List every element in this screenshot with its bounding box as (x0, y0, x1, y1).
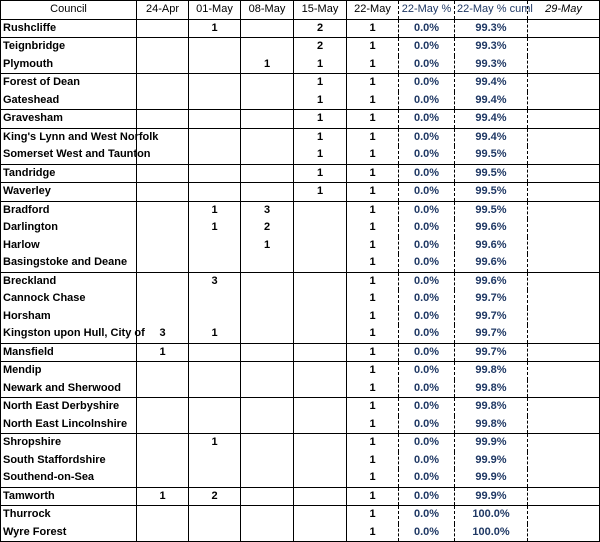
may01-cell[interactable] (189, 110, 241, 129)
may08-cell[interactable] (241, 362, 294, 380)
may22-cell[interactable]: 1 (347, 183, 399, 202)
pct-cell[interactable]: 0.0% (399, 201, 455, 219)
cuml-cell[interactable]: 99.8% (455, 362, 528, 380)
council-cell[interactable]: Thurrock (1, 506, 137, 524)
apr24-cell[interactable] (137, 524, 189, 542)
table-row (1, 56, 600, 74)
may15-cell[interactable] (294, 290, 347, 308)
may22-cell[interactable]: 1 (347, 128, 399, 146)
apr24-cell[interactable] (137, 290, 189, 308)
pct-cell[interactable]: 0.0% (399, 343, 455, 362)
may22-cell[interactable]: 1 (347, 146, 399, 164)
may29-cell[interactable] (528, 290, 600, 308)
may22-cell[interactable]: 1 (347, 469, 399, 487)
may15-cell[interactable]: 1 (294, 56, 347, 74)
may01-cell[interactable] (189, 38, 241, 56)
cuml-cell[interactable]: 99.7% (455, 343, 528, 362)
may29-cell[interactable] (528, 38, 600, 56)
may08-cell[interactable] (241, 416, 294, 434)
cuml-cell[interactable]: 99.3% (455, 56, 528, 74)
cuml-cell[interactable]: 99.4% (455, 92, 528, 110)
may15-cell[interactable]: 1 (294, 74, 347, 92)
header-22-may[interactable]: 22-May (347, 1, 399, 20)
may29-cell[interactable] (528, 398, 600, 416)
table-row (1, 237, 600, 255)
cuml-cell[interactable]: 99.6% (455, 219, 528, 237)
apr24-cell[interactable] (137, 272, 189, 290)
table-row (1, 146, 600, 164)
may29-cell[interactable] (528, 469, 600, 487)
table-row (1, 487, 600, 506)
cuml-cell[interactable]: 99.6% (455, 237, 528, 255)
may08-cell[interactable] (241, 398, 294, 416)
table-row (1, 325, 600, 343)
may29-cell[interactable] (528, 362, 600, 380)
cuml-cell[interactable]: 99.9% (455, 469, 528, 487)
apr24-cell[interactable] (137, 19, 189, 38)
cuml-cell[interactable]: 99.6% (455, 254, 528, 272)
may15-cell[interactable]: 1 (294, 146, 347, 164)
may22-cell[interactable]: 1 (347, 290, 399, 308)
pct-cell[interactable]: 0.0% (399, 110, 455, 129)
may29-cell[interactable] (528, 237, 600, 255)
council-cell[interactable]: Plymouth (1, 56, 137, 74)
table-row (1, 380, 600, 398)
cuml-cell[interactable]: 99.4% (455, 74, 528, 92)
pct-cell[interactable]: 0.0% (399, 506, 455, 524)
may15-cell[interactable]: 2 (294, 38, 347, 56)
cuml-cell[interactable]: 99.5% (455, 201, 528, 219)
may15-cell[interactable]: 2 (294, 19, 347, 38)
may15-cell[interactable] (294, 398, 347, 416)
pct-cell[interactable]: 0.0% (399, 38, 455, 56)
cuml-cell[interactable]: 99.5% (455, 146, 528, 164)
may08-cell[interactable] (241, 254, 294, 272)
pct-cell[interactable]: 0.0% (399, 128, 455, 146)
apr24-cell[interactable] (137, 110, 189, 129)
may22-cell[interactable]: 1 (347, 92, 399, 110)
council-cell[interactable]: Wyre Forest (1, 524, 137, 542)
may08-cell[interactable] (241, 110, 294, 129)
may22-cell[interactable]: 1 (347, 398, 399, 416)
cuml-cell[interactable]: 100.0% (455, 524, 528, 542)
table-row (1, 219, 600, 237)
may08-cell[interactable] (241, 92, 294, 110)
table-row (1, 38, 600, 56)
apr24-cell[interactable] (137, 362, 189, 380)
pct-cell[interactable]: 0.0% (399, 487, 455, 506)
may01-cell[interactable] (189, 308, 241, 326)
may29-cell[interactable] (528, 343, 600, 362)
may29-cell[interactable] (528, 110, 600, 129)
council-cell[interactable]: Waverley (1, 183, 137, 202)
apr24-cell[interactable]: 1 (137, 343, 189, 362)
may29-cell[interactable] (528, 272, 600, 290)
cuml-cell[interactable]: 99.7% (455, 290, 528, 308)
council-cell[interactable]: Shropshire (1, 434, 137, 452)
pct-cell[interactable]: 0.0% (399, 19, 455, 38)
apr24-cell[interactable] (137, 434, 189, 452)
may22-cell[interactable]: 1 (347, 254, 399, 272)
may22-cell[interactable]: 1 (347, 362, 399, 380)
may01-cell[interactable] (189, 452, 241, 470)
cuml-cell[interactable]: 99.9% (455, 487, 528, 506)
may22-cell[interactable]: 1 (347, 237, 399, 255)
may01-cell[interactable] (189, 56, 241, 74)
may01-cell[interactable] (189, 524, 241, 542)
council-cell[interactable]: Southend-on-Sea (1, 469, 137, 487)
may15-cell[interactable] (294, 308, 347, 326)
may22-cell[interactable]: 1 (347, 74, 399, 92)
may08-cell[interactable] (241, 74, 294, 92)
may01-cell[interactable] (189, 398, 241, 416)
table-row (1, 183, 600, 202)
may15-cell[interactable] (294, 434, 347, 452)
may15-cell[interactable] (294, 237, 347, 255)
may22-cell[interactable]: 1 (347, 434, 399, 452)
may15-cell[interactable] (294, 506, 347, 524)
table-row (1, 362, 600, 380)
council-cell[interactable]: Mendip (1, 362, 137, 380)
table-row (1, 343, 600, 362)
cuml-cell[interactable]: 99.9% (455, 434, 528, 452)
table-row (1, 254, 600, 272)
apr24-cell[interactable] (137, 469, 189, 487)
may08-cell[interactable] (241, 506, 294, 524)
cuml-cell[interactable]: 99.8% (455, 380, 528, 398)
may01-cell[interactable]: 1 (189, 201, 241, 219)
may29-cell[interactable] (528, 201, 600, 219)
may29-cell[interactable] (528, 325, 600, 343)
may01-cell[interactable] (189, 469, 241, 487)
pct-cell[interactable]: 0.0% (399, 272, 455, 290)
pct-cell[interactable]: 0.0% (399, 183, 455, 202)
council-cell[interactable]: Horsham (1, 308, 137, 326)
council-cell[interactable]: Gravesham (1, 110, 137, 129)
apr24-cell[interactable]: 3 (137, 325, 189, 343)
may15-cell[interactable]: 1 (294, 128, 347, 146)
may08-cell[interactable] (241, 487, 294, 506)
apr24-cell[interactable] (137, 237, 189, 255)
may29-cell[interactable] (528, 146, 600, 164)
may08-cell[interactable] (241, 469, 294, 487)
table-row (1, 201, 600, 219)
may22-cell[interactable]: 1 (347, 506, 399, 524)
may15-cell[interactable] (294, 343, 347, 362)
may22-cell[interactable]: 1 (347, 38, 399, 56)
cuml-cell[interactable]: 99.9% (455, 452, 528, 470)
cuml-cell[interactable]: 99.4% (455, 128, 528, 146)
apr24-cell[interactable] (137, 74, 189, 92)
table-row (1, 398, 600, 416)
may08-cell[interactable] (241, 290, 294, 308)
header-council[interactable]: Council (1, 1, 137, 20)
apr24-cell[interactable] (137, 92, 189, 110)
may29-cell[interactable] (528, 416, 600, 434)
may22-cell[interactable]: 1 (347, 452, 399, 470)
may29-cell[interactable] (528, 487, 600, 506)
table-row (1, 110, 600, 129)
table-row (1, 434, 600, 452)
may08-cell[interactable]: 1 (241, 56, 294, 74)
may08-cell[interactable] (241, 524, 294, 542)
may01-cell[interactable]: 1 (189, 19, 241, 38)
cuml-cell[interactable]: 99.3% (455, 19, 528, 38)
may15-cell[interactable]: 1 (294, 164, 347, 183)
may01-cell[interactable]: 1 (189, 434, 241, 452)
may08-cell[interactable] (241, 128, 294, 146)
cuml-cell[interactable]: 99.5% (455, 164, 528, 183)
may15-cell[interactable] (294, 524, 347, 542)
council-cell[interactable]: North East Lincolnshire (1, 416, 137, 434)
pct-cell[interactable]: 0.0% (399, 237, 455, 255)
may22-cell[interactable]: 1 (347, 416, 399, 434)
may29-cell[interactable] (528, 128, 600, 146)
apr24-cell[interactable] (137, 56, 189, 74)
table-row (1, 272, 600, 290)
header-22-may-percent[interactable]: 22-May % (399, 1, 455, 20)
may15-cell[interactable] (294, 325, 347, 343)
council-cell[interactable]: Teignbridge (1, 38, 137, 56)
council-cell[interactable]: North East Derbyshire (1, 398, 137, 416)
may01-cell[interactable] (189, 380, 241, 398)
apr24-cell[interactable] (137, 164, 189, 183)
may22-cell[interactable]: 1 (347, 164, 399, 183)
may01-cell[interactable] (189, 343, 241, 362)
pct-cell[interactable]: 0.0% (399, 254, 455, 272)
may22-cell[interactable]: 1 (347, 308, 399, 326)
may08-cell[interactable] (241, 308, 294, 326)
may22-cell[interactable]: 1 (347, 201, 399, 219)
may29-cell[interactable] (528, 308, 600, 326)
may01-cell[interactable]: 3 (189, 272, 241, 290)
pct-cell[interactable]: 0.0% (399, 164, 455, 183)
pct-cell[interactable]: 0.0% (399, 92, 455, 110)
may29-cell[interactable] (528, 92, 600, 110)
pct-cell[interactable]: 0.0% (399, 290, 455, 308)
table-row (1, 308, 600, 326)
may01-cell[interactable] (189, 164, 241, 183)
may22-cell[interactable]: 1 (347, 487, 399, 506)
may01-cell[interactable] (189, 506, 241, 524)
council-cell[interactable]: Rushcliffe (1, 19, 137, 38)
may29-cell[interactable] (528, 164, 600, 183)
apr24-cell[interactable] (137, 308, 189, 326)
council-cell[interactable]: Mansfield (1, 343, 137, 362)
table-row (1, 416, 600, 434)
may08-cell[interactable]: 1 (241, 237, 294, 255)
table-row (1, 290, 600, 308)
may15-cell[interactable] (294, 452, 347, 470)
may08-cell[interactable] (241, 146, 294, 164)
may08-cell[interactable] (241, 183, 294, 202)
may01-cell[interactable] (189, 290, 241, 308)
apr24-cell[interactable] (137, 380, 189, 398)
pct-cell[interactable]: 0.0% (399, 416, 455, 434)
pct-cell[interactable]: 0.0% (399, 469, 455, 487)
table-body (1, 19, 600, 542)
may22-cell[interactable]: 1 (347, 380, 399, 398)
may01-cell[interactable] (189, 416, 241, 434)
may29-cell[interactable] (528, 74, 600, 92)
header-29-may[interactable]: 29-May (528, 1, 600, 20)
header-15-may[interactable]: 15-May (294, 1, 347, 20)
may29-cell[interactable] (528, 56, 600, 74)
table-row (1, 452, 600, 470)
apr24-cell[interactable] (137, 38, 189, 56)
may08-cell[interactable] (241, 452, 294, 470)
apr24-cell[interactable] (137, 254, 189, 272)
apr24-cell[interactable] (137, 506, 189, 524)
table-row (1, 506, 600, 524)
may22-cell[interactable]: 1 (347, 110, 399, 129)
may15-cell[interactable] (294, 380, 347, 398)
cuml-cell[interactable]: 99.5% (455, 183, 528, 202)
header-01-may[interactable]: 01-May (189, 1, 241, 20)
may29-cell[interactable] (528, 183, 600, 202)
header-22-may-percent-cuml[interactable]: 22-May % cuml (455, 1, 528, 20)
header-row (1, 1, 600, 20)
council-cell[interactable]: Bradford (1, 201, 137, 219)
cuml-cell[interactable]: 99.7% (455, 308, 528, 326)
apr24-cell[interactable] (137, 452, 189, 470)
council-cell[interactable]: Forest of Dean (1, 74, 137, 92)
may15-cell[interactable] (294, 201, 347, 219)
council-cell[interactable]: Tandridge (1, 164, 137, 183)
may15-cell[interactable]: 1 (294, 110, 347, 129)
pct-cell[interactable]: 0.0% (399, 219, 455, 237)
council-cell[interactable]: Breckland (1, 272, 137, 290)
council-cell[interactable]: Harlow (1, 237, 137, 255)
may01-cell[interactable] (189, 146, 241, 164)
may15-cell[interactable] (294, 254, 347, 272)
may01-cell[interactable] (189, 183, 241, 202)
may22-cell[interactable]: 1 (347, 56, 399, 74)
may15-cell[interactable] (294, 416, 347, 434)
pct-cell[interactable]: 0.0% (399, 398, 455, 416)
table-row (1, 19, 600, 38)
may29-cell[interactable] (528, 524, 600, 542)
may08-cell[interactable] (241, 343, 294, 362)
may22-cell[interactable]: 1 (347, 219, 399, 237)
may01-cell[interactable]: 2 (189, 487, 241, 506)
may15-cell[interactable]: 1 (294, 92, 347, 110)
may01-cell[interactable] (189, 128, 241, 146)
table-row (1, 164, 600, 183)
may22-cell[interactable]: 1 (347, 524, 399, 542)
may22-cell[interactable]: 1 (347, 325, 399, 343)
apr24-cell[interactable]: 1 (137, 487, 189, 506)
may08-cell[interactable] (241, 380, 294, 398)
cuml-cell[interactable]: 99.6% (455, 272, 528, 290)
may29-cell[interactable] (528, 19, 600, 38)
may15-cell[interactable] (294, 362, 347, 380)
may08-cell[interactable]: 2 (241, 219, 294, 237)
may29-cell[interactable] (528, 452, 600, 470)
table-row (1, 469, 600, 487)
may08-cell[interactable] (241, 325, 294, 343)
council-cell[interactable]: Darlington (1, 219, 137, 237)
council-cell[interactable]: Basingstoke and Deane (1, 254, 137, 272)
table-row (1, 92, 600, 110)
apr24-cell[interactable] (137, 219, 189, 237)
pct-cell[interactable]: 0.0% (399, 434, 455, 452)
may01-cell[interactable] (189, 362, 241, 380)
may01-cell[interactable]: 1 (189, 325, 241, 343)
council-cell[interactable]: King's Lynn and West Norfolk (1, 128, 137, 146)
pct-cell[interactable]: 0.0% (399, 146, 455, 164)
cuml-cell[interactable]: 99.8% (455, 398, 528, 416)
apr24-cell[interactable] (137, 416, 189, 434)
cuml-cell[interactable]: 99.8% (455, 416, 528, 434)
may15-cell[interactable] (294, 219, 347, 237)
may01-cell[interactable] (189, 92, 241, 110)
pct-cell[interactable]: 0.0% (399, 380, 455, 398)
council-cell[interactable]: Cannock Chase (1, 290, 137, 308)
council-cell[interactable]: Somerset West and Taunton (1, 146, 137, 164)
may29-cell[interactable] (528, 506, 600, 524)
may29-cell[interactable] (528, 219, 600, 237)
apr24-cell[interactable] (137, 183, 189, 202)
may01-cell[interactable]: 1 (189, 219, 241, 237)
may29-cell[interactable] (528, 434, 600, 452)
may01-cell[interactable] (189, 74, 241, 92)
council-cell[interactable]: Newark and Sherwood (1, 380, 137, 398)
pct-cell[interactable]: 0.0% (399, 452, 455, 470)
cuml-cell[interactable]: 99.7% (455, 325, 528, 343)
council-cell[interactable]: Tamworth (1, 487, 137, 506)
pct-cell[interactable]: 0.0% (399, 362, 455, 380)
table-row (1, 524, 600, 542)
cuml-cell[interactable]: 99.4% (455, 110, 528, 129)
may22-cell[interactable]: 1 (347, 272, 399, 290)
header-08-may[interactable]: 08-May (241, 1, 294, 20)
apr24-cell[interactable] (137, 201, 189, 219)
may22-cell[interactable]: 1 (347, 343, 399, 362)
council-cell[interactable]: South Staffordshire (1, 452, 137, 470)
pct-cell[interactable]: 0.0% (399, 325, 455, 343)
pct-cell[interactable]: 0.0% (399, 308, 455, 326)
council-cell[interactable]: Gateshead (1, 92, 137, 110)
may08-cell[interactable] (241, 19, 294, 38)
may15-cell[interactable] (294, 272, 347, 290)
pct-cell[interactable]: 0.0% (399, 74, 455, 92)
pct-cell[interactable]: 0.0% (399, 524, 455, 542)
council-cell[interactable]: Kingston upon Hull, City of (1, 325, 137, 343)
table-row (1, 74, 600, 92)
may08-cell[interactable]: 3 (241, 201, 294, 219)
may08-cell[interactable] (241, 272, 294, 290)
may29-cell[interactable] (528, 254, 600, 272)
may01-cell[interactable] (189, 237, 241, 255)
header-24-apr[interactable]: 24-Apr (137, 1, 189, 20)
may22-cell[interactable]: 1 (347, 19, 399, 38)
cuml-cell[interactable]: 99.3% (455, 38, 528, 56)
may08-cell[interactable] (241, 38, 294, 56)
may08-cell[interactable] (241, 434, 294, 452)
may15-cell[interactable] (294, 469, 347, 487)
may01-cell[interactable] (189, 254, 241, 272)
table-row (1, 128, 600, 146)
apr24-cell[interactable] (137, 398, 189, 416)
cuml-cell[interactable]: 100.0% (455, 506, 528, 524)
may15-cell[interactable]: 1 (294, 183, 347, 202)
pct-cell[interactable]: 0.0% (399, 56, 455, 74)
may29-cell[interactable] (528, 380, 600, 398)
may15-cell[interactable] (294, 487, 347, 506)
may08-cell[interactable] (241, 164, 294, 183)
